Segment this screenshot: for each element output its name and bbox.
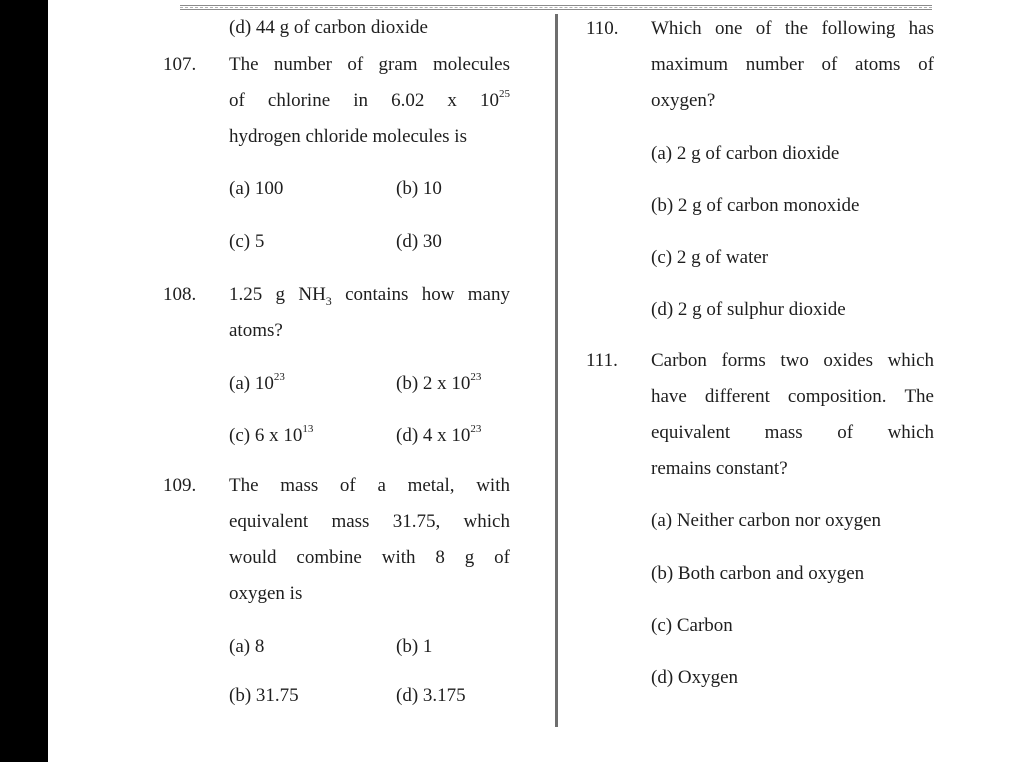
option-d[interactable]: (d) Oxygen — [651, 667, 739, 688]
question-text-line: Which one of the following has — [651, 18, 934, 39]
option-d[interactable]: (d) 2 g of sulphur dioxide — [651, 299, 846, 320]
option-c[interactable]: (c) 2 g of water — [651, 247, 769, 268]
option-d[interactable]: (d) 30 — [396, 231, 442, 252]
option-a[interactable]: (a) 100 — [229, 178, 284, 199]
carryover-option-d: (d) 44 g of carbon dioxide — [229, 17, 428, 38]
option-b[interactable]: (b) 10 — [396, 178, 442, 199]
question-text-line: would combine with 8 g of — [229, 547, 510, 568]
question-text-line: have different composition. The — [651, 386, 934, 407]
option-c[interactable]: (c) 5 — [229, 231, 265, 252]
question-text-line: oxygen is — [229, 583, 303, 604]
chemical-formula: $NH_3$ — [298, 284, 332, 308]
question-text-line: atoms? — [229, 320, 283, 341]
option-c[interactable]: (c) Carbon — [651, 615, 733, 636]
question-text-line: remains constant? — [651, 458, 788, 479]
option-a[interactable]: (a) 2 g of carbon dioxide — [651, 143, 840, 164]
question-number: 110. — [586, 18, 619, 39]
option-b[interactable]: (b) 2 g of carbon monoxide — [651, 195, 860, 216]
question-text-line: The number of gram molecules — [229, 54, 510, 75]
option-d[interactable]: (d) 3.175 — [396, 685, 466, 706]
option-b[interactable]: (b) Both carbon and oxygen — [651, 563, 865, 584]
option-b[interactable]: (b) 2 x $10^{23}$ — [396, 370, 482, 394]
question-number: 111. — [586, 350, 618, 371]
question-text-line: equivalent mass 31.75, which — [229, 511, 510, 532]
option-c[interactable]: (b) 31.75 — [229, 685, 299, 706]
question-text-line: Carbon forms two oxides which — [651, 350, 934, 371]
option-c[interactable]: (c) 6 x $10^{13}$ — [229, 422, 314, 446]
question-number: 107. — [163, 54, 197, 75]
question-text-line: maximum number of atoms of — [651, 54, 934, 75]
top-double-rule — [180, 5, 932, 10]
question-number: 109. — [163, 475, 197, 496]
option-b[interactable]: (b) 1 — [396, 636, 433, 657]
exponent: 25 — [498, 87, 510, 100]
column-divider — [555, 14, 558, 727]
option-a[interactable]: (a) $10^{23}$ — [229, 370, 285, 394]
option-d[interactable]: (d) 4 x $10^{23}$ — [396, 422, 482, 446]
question-number: 108. — [163, 284, 197, 305]
option-a[interactable]: (a) Neither carbon nor oxygen — [651, 510, 882, 531]
option-a[interactable]: (a) 8 — [229, 636, 265, 657]
question-text-line: hydrogen chloride molecules is — [229, 126, 467, 147]
question-text-line: of chlorine in 6.02 x $10^{25}$ — [229, 87, 510, 111]
question-text-line: oxygen? — [651, 90, 716, 111]
left-black-margin — [0, 0, 48, 762]
question-text-line: 1.25 g $NH_3$ contains how many — [229, 284, 510, 308]
question-text-line: The mass of a metal, with — [229, 475, 510, 496]
question-text-line: equivalent mass of which — [651, 422, 934, 443]
